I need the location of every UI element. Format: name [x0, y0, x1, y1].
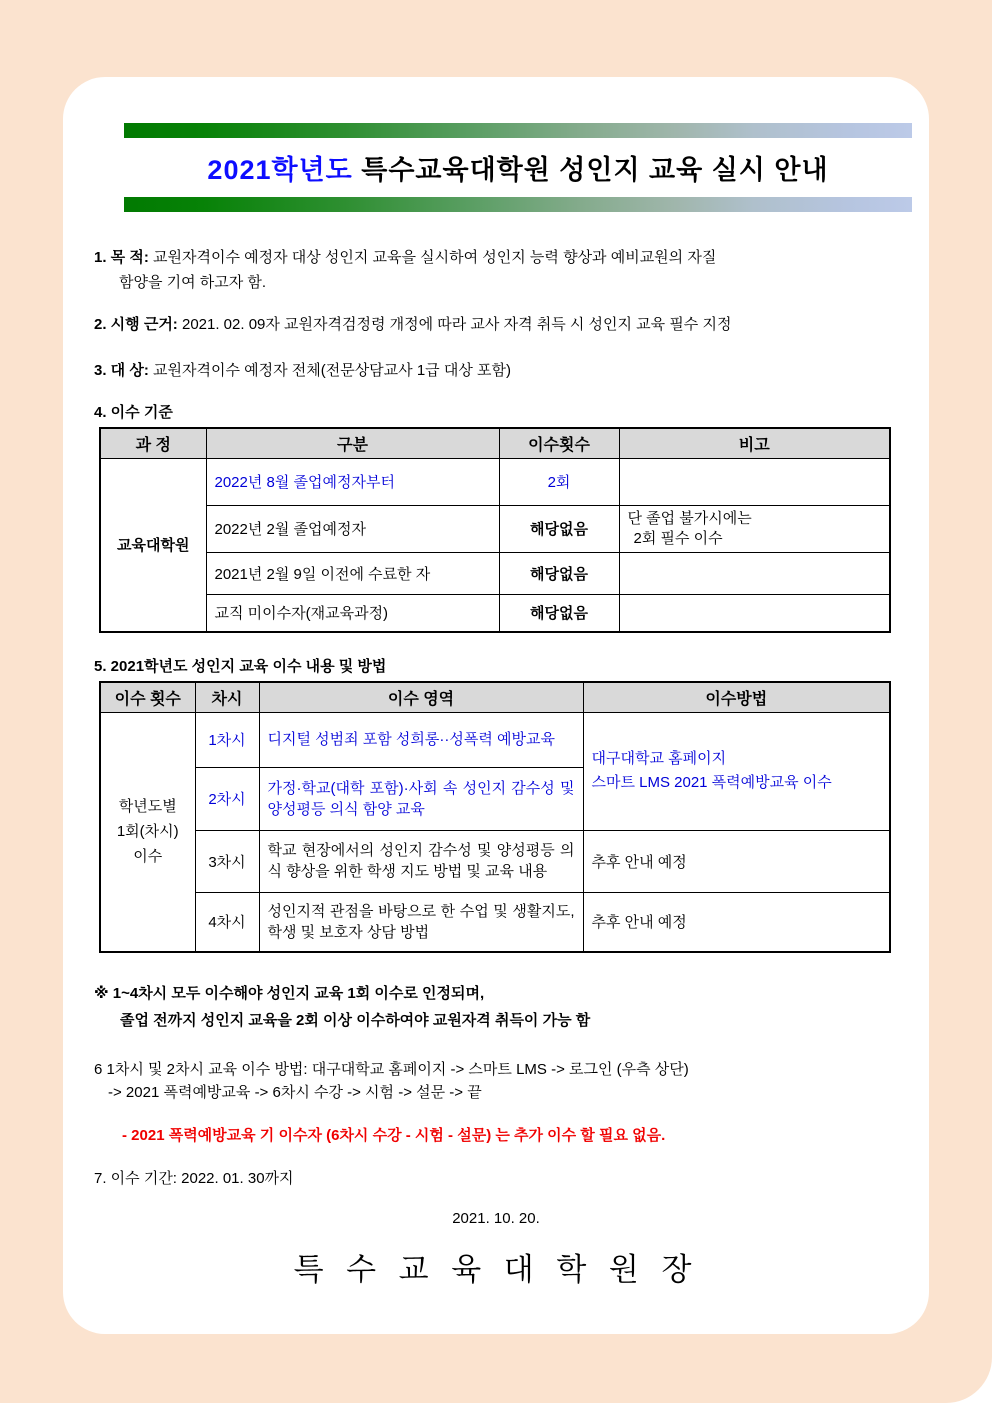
education-content-table [99, 681, 891, 953]
dean-signature: 특 수 교 육 대 학 원 장 [293, 1252, 699, 1287]
section-2-label: 2. 시행 근거: [94, 316, 178, 333]
cell-count: 2회 [499, 458, 619, 505]
group-line-1: 학년도별 [118, 798, 177, 816]
cell-note [619, 552, 890, 594]
title-bar-top [124, 123, 912, 138]
page-title-year: 2021학년도 [207, 155, 353, 185]
table-header-row [100, 682, 890, 712]
section-3-text: 교원자격이수 예정자 전체(전문상담교사 1급 대상 포함) [148, 362, 511, 379]
section-7-period: 7. 이수 기간: 2022. 01. 30까지 [94, 1170, 294, 1187]
completion-criteria-table [99, 427, 891, 633]
table-header-row [100, 428, 890, 458]
col-header-category: 구분 [206, 428, 499, 458]
page-title-rest: 특수교육대학원 성인지 교육 실시 안내 [352, 155, 829, 185]
col-header-area: 이수 영역 [259, 682, 583, 712]
col-header-course: 과 정 [100, 428, 206, 458]
cell-count: 해당없음 [499, 505, 619, 552]
group-line-3: 이수 [133, 848, 163, 866]
section-6-method-line1: 6 1차시 및 2차시 교육 이수 방법: 대구대학교 홈페이지 -> 스마트 LMS -> 로그인 (우측 상단) [94, 1061, 689, 1078]
section-6-method-line2: -> 2021 폭력예방교육 -> 6차시 수강 -> 시험 -> 설문 -> 끝 [108, 1084, 482, 1101]
method-line-1: 대구대학교 홈페이지 [591, 750, 727, 767]
col-header-method: 이수방법 [583, 682, 890, 712]
cell-category: 2022년 8월 졸업예정자부터 [206, 458, 499, 505]
col-header-count: 이수횟수 [499, 428, 619, 458]
table-row [100, 892, 890, 952]
note-line-1: 단 졸업 불가시에는 [627, 509, 752, 527]
table-row [100, 830, 890, 892]
group-cell-yearly-completion [100, 712, 195, 952]
col-header-count: 이수 횟수 [100, 682, 195, 712]
section-1-purpose [94, 248, 716, 268]
method-line-2: 스마트 LMS 2021 폭력예방교육 이수 [591, 774, 832, 791]
issue-date: 2021. 10. 20. [452, 1210, 540, 1227]
cell-area: 학교 현장에서의 성인지 감수성 및 양성평등 의식 향상을 위한 학생 지도 방법 및 교육 내용 [259, 830, 583, 892]
group-line-2: 1회(차시) [116, 823, 179, 841]
cell-category: 2022년 2월 졸업예정자 [206, 505, 499, 552]
table-row [100, 712, 890, 767]
table-row [100, 505, 890, 552]
table-row [100, 458, 890, 505]
title-bar-bottom [124, 197, 912, 212]
cell-session: 3차시 [195, 830, 259, 892]
cell-area: 디지털 성범죄 포함 성희롱··성폭력 예방교육 [259, 712, 583, 767]
note-line-1: ※ 1~4차시 모두 이수해야 성인지 교육 1회 이수로 인정되며, [94, 985, 485, 1002]
cell-area: 가정·학교(대학 포함)·사회 속 성인지 감수성 및 양성평등 의식 함양 교육 [259, 767, 583, 830]
section-1-line2: 함양을 기여 하고자 함. [119, 274, 267, 291]
section-2-basis [94, 315, 731, 335]
section-3-target [94, 361, 511, 381]
note-line-2: 2회 필수 이수 [633, 529, 723, 547]
cell-note [619, 458, 890, 505]
section-2-text: 2021. 02. 09자 교원자격검정령 개정에 따라 교사 자격 취득 시 성인지 교육 필수 지정 [177, 316, 732, 333]
cell-session: 4차시 [195, 892, 259, 952]
col-header-session: 차시 [195, 682, 259, 712]
section-1-label: 1. 목 적: [94, 249, 149, 266]
cell-category: 교직 미이수자(재교육과정) [206, 594, 499, 632]
cell-note [619, 594, 890, 632]
cell-category: 2021년 2월 9일 이전에 수료한 자 [206, 552, 499, 594]
cell-note [619, 505, 890, 552]
cell-session: 2차시 [195, 767, 259, 830]
table-row [100, 594, 890, 632]
cell-area: 성인지적 관점을 바탕으로 한 수업 및 생활지도,학생 및 보호자 상담 방법 [259, 892, 583, 952]
cell-count: 해당없음 [499, 552, 619, 594]
cell-session: 1차시 [195, 712, 259, 767]
cell-method-lms [583, 712, 890, 830]
cell-count: 해당없음 [499, 594, 619, 632]
section-6-red-note: - 2021 폭력예방교육 기 이수자 (6차시 수강 - 시험 - 설문) 는 추가 이수 할 필요 없음. [122, 1127, 666, 1144]
group-cell-graduate-school: 교육대학원 [100, 458, 206, 632]
section-3-label: 3. 대 상: [94, 362, 149, 379]
table-row [100, 552, 890, 594]
col-header-note: 비고 [619, 428, 890, 458]
cell-method: 추후 안내 예정 [583, 892, 890, 952]
section-5-heading: 5. 2021학년도 성인지 교육 이수 내용 및 방법 [94, 658, 387, 675]
section-4-heading: 4. 이수 기준 [94, 404, 173, 421]
section-1-text: 교원자격이수 예정자 대상 성인지 교육을 실시하여 성인지 능력 향상과 예비교원의 자질 [148, 249, 717, 266]
note-line-2: 졸업 전까지 성인지 교육을 2회 이상 이수하여야 교원자격 취득이 가능 함 [120, 1012, 591, 1029]
cell-method: 추후 안내 예정 [583, 830, 890, 892]
page-title [124, 148, 912, 187]
